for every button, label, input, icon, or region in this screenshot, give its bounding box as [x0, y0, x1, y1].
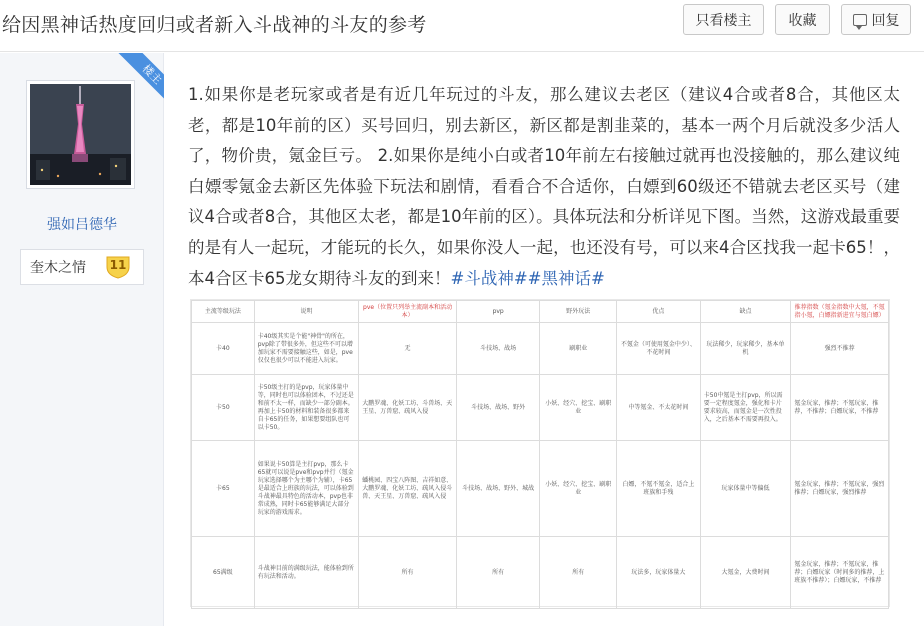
table-cell: 所有	[359, 537, 457, 609]
table-header-cell: 缺点	[700, 301, 791, 323]
table-cell: 氪金玩家，推荐；不氪玩家，推荐，不推荐；白嫖玩家，不推荐	[791, 375, 889, 441]
table-row	[192, 375, 889, 441]
table-header-row	[192, 301, 889, 323]
table-cell: 斗技场、战场	[456, 323, 540, 375]
reply-bubble-icon	[853, 14, 867, 26]
reply-button-label: 回复	[871, 12, 900, 29]
table-header-cell: 说明	[254, 301, 359, 323]
table-header-cell: 推荐指数（氪金指数中大氪，不氪指小氪，白嫖指新进宜与氪白嫖）	[791, 301, 889, 323]
level-number-badge	[105, 255, 131, 279]
table-cell: 小妖、经穴、挖宝、刷职业	[540, 441, 617, 537]
table-cell: 强烈不推荐	[791, 323, 889, 375]
table-row	[192, 537, 889, 609]
author-username[interactable]: 强如吕德华	[47, 217, 117, 233]
table-cell: 小妖、经穴、挖宝、刷职业	[540, 375, 617, 441]
level-name: 奎木之情	[30, 260, 86, 276]
author-sidebar	[0, 53, 164, 626]
table-cell: 卡40级其实是个能"神骨"的所在，pvp除了带很多外，但这些不可以增加玩家不需要接触这些，如是，pve仅仅也很少可以不能进入玩家。	[254, 323, 359, 375]
table-cell: 斗战神目前的满级玩法，能体验到所有玩法和活动。	[254, 537, 359, 609]
table-cell: 卡50	[192, 375, 255, 441]
only-op-button[interactable]: 只看楼主	[683, 4, 764, 35]
table-cell: 卡40	[192, 323, 255, 375]
post-content	[188, 80, 900, 294]
table-row	[192, 323, 889, 375]
table-cell: 大氪金，大费时间	[700, 537, 791, 609]
table-row	[192, 441, 889, 537]
table-cell: 卡50中氪是主打pvp，所以需要一定程度氪金，强化和卡片要求较高，而氪金是一次性投入，之后基本不需要再投入。	[700, 375, 791, 441]
level-badge[interactable]	[20, 249, 144, 285]
table-cell: 大鹏罗魂、化妖工坊、斗兽场、天王星、万兽窟、疏风入侵	[359, 375, 457, 441]
table-cell: 氪金玩家，推荐；不氪玩家，强烈推荐；白嫖玩家，强烈推荐	[791, 441, 889, 537]
post-hashtags[interactable]: #斗战神##黑神话#	[450, 268, 605, 288]
table-header-cell: pve（位置只列举主流副本和活动本）	[359, 301, 457, 323]
table-header-cell: 优点	[617, 301, 701, 323]
table-cell: 斗技场、战场、野外、城战	[456, 441, 540, 537]
post-text: 1.如果你是老玩家或者是有近几年玩过的斗友，那么建议去老区（建议4合或者8合，其他区太老，都是10年前的区）买号回归，别去新区，新区都是割韭菜的，基本一两个月后就没多少活人了，物价贵，氪金巨亏。 2.如果你是纯小白或者10年前左右接触过就再也没接触的，那么建议纯白嫖零氪金去新区先体验下玩法和剧情，看看合不合适你，白嫖到60级还不错就去老区买号（建议4合或者8合，其他区太老，都是10年前的区）。具体玩法和分析详见下图。当然，这游戏最重要的是有人一起玩，才能玩的长久，如果你没人一起，也还没有号，可以来4合区找我一起卡65！，本4合区卡65龙女期待斗友的到来！	[188, 85, 900, 288]
table-cell: 氪金玩家，推荐；不氪玩家，推荐；白嫖玩家（时间多的推荐，上班族不推荐）；白嫖玩家，不推荐	[791, 537, 889, 609]
table-header-cell: pvp	[456, 301, 540, 323]
table-cell: 刷职业	[540, 323, 617, 375]
table-cell: 不氪金（可使用氪金中少）、不花时间	[617, 323, 701, 375]
thread-title: 给因黑神话热度回归或者新入斗战神的斗友的参考	[2, 14, 427, 36]
gameplay-table	[191, 300, 889, 609]
reply-button[interactable]	[841, 4, 911, 35]
level-number: 11	[109, 258, 127, 272]
table-cell: 蟠桃园、四宝八阵图、吉祥如意、大鹏罗魂、化妖工坊、疏风入侵斗兽、天王星、万兽窟、疏风入侵	[359, 441, 457, 537]
table-cell: 所有	[540, 537, 617, 609]
collect-button[interactable]: 收藏	[775, 4, 830, 35]
table-cell: 玩家体量中等偏低	[700, 441, 791, 537]
thread-header	[0, 0, 924, 52]
table-cell: 中等氪金、不太花时间	[617, 375, 701, 441]
table-cell: 卡65	[192, 441, 255, 537]
table-cell: 无	[359, 323, 457, 375]
table-header-cell: 主流等级玩法	[192, 301, 255, 323]
table-header-cell: 野外玩法	[540, 301, 617, 323]
table-cell: 如果说卡50算是主打pvp，那么卡65就可以说是pve和pvp并行（氪金玩家选择哪个为主哪个为辅），卡65是最适合上班族的玩法，可以体验到斗战神最具特色的活动本，pvp也非常成熟，同时卡65能够满足大部分玩家的游戏需求。	[254, 441, 359, 537]
table-cell: 玩法稀少，玩家稀少，基本单机	[700, 323, 791, 375]
table-cell: 65满级	[192, 537, 255, 609]
op-tag-label: 楼主	[118, 53, 164, 109]
table-cell: 白嫖，不氪不氪金，适合上班族和手残	[617, 441, 701, 537]
table-cell: 斗技场、战场、野外	[456, 375, 540, 441]
op-corner-tag	[107, 53, 164, 110]
attached-table-image[interactable]	[190, 299, 890, 607]
table-cell: 卡50级主打的是pvp，玩家体量中等，同时也可以体验团本，不过还是和前不太一样，而缺少一部分副本。再加上卡50的材料和装备很多都来自卡65的任务，如果想要组队也可以卡50。	[254, 375, 359, 441]
table-cell: 玩法多，玩家体量大	[617, 537, 701, 609]
table-cell: 所有	[456, 537, 540, 609]
